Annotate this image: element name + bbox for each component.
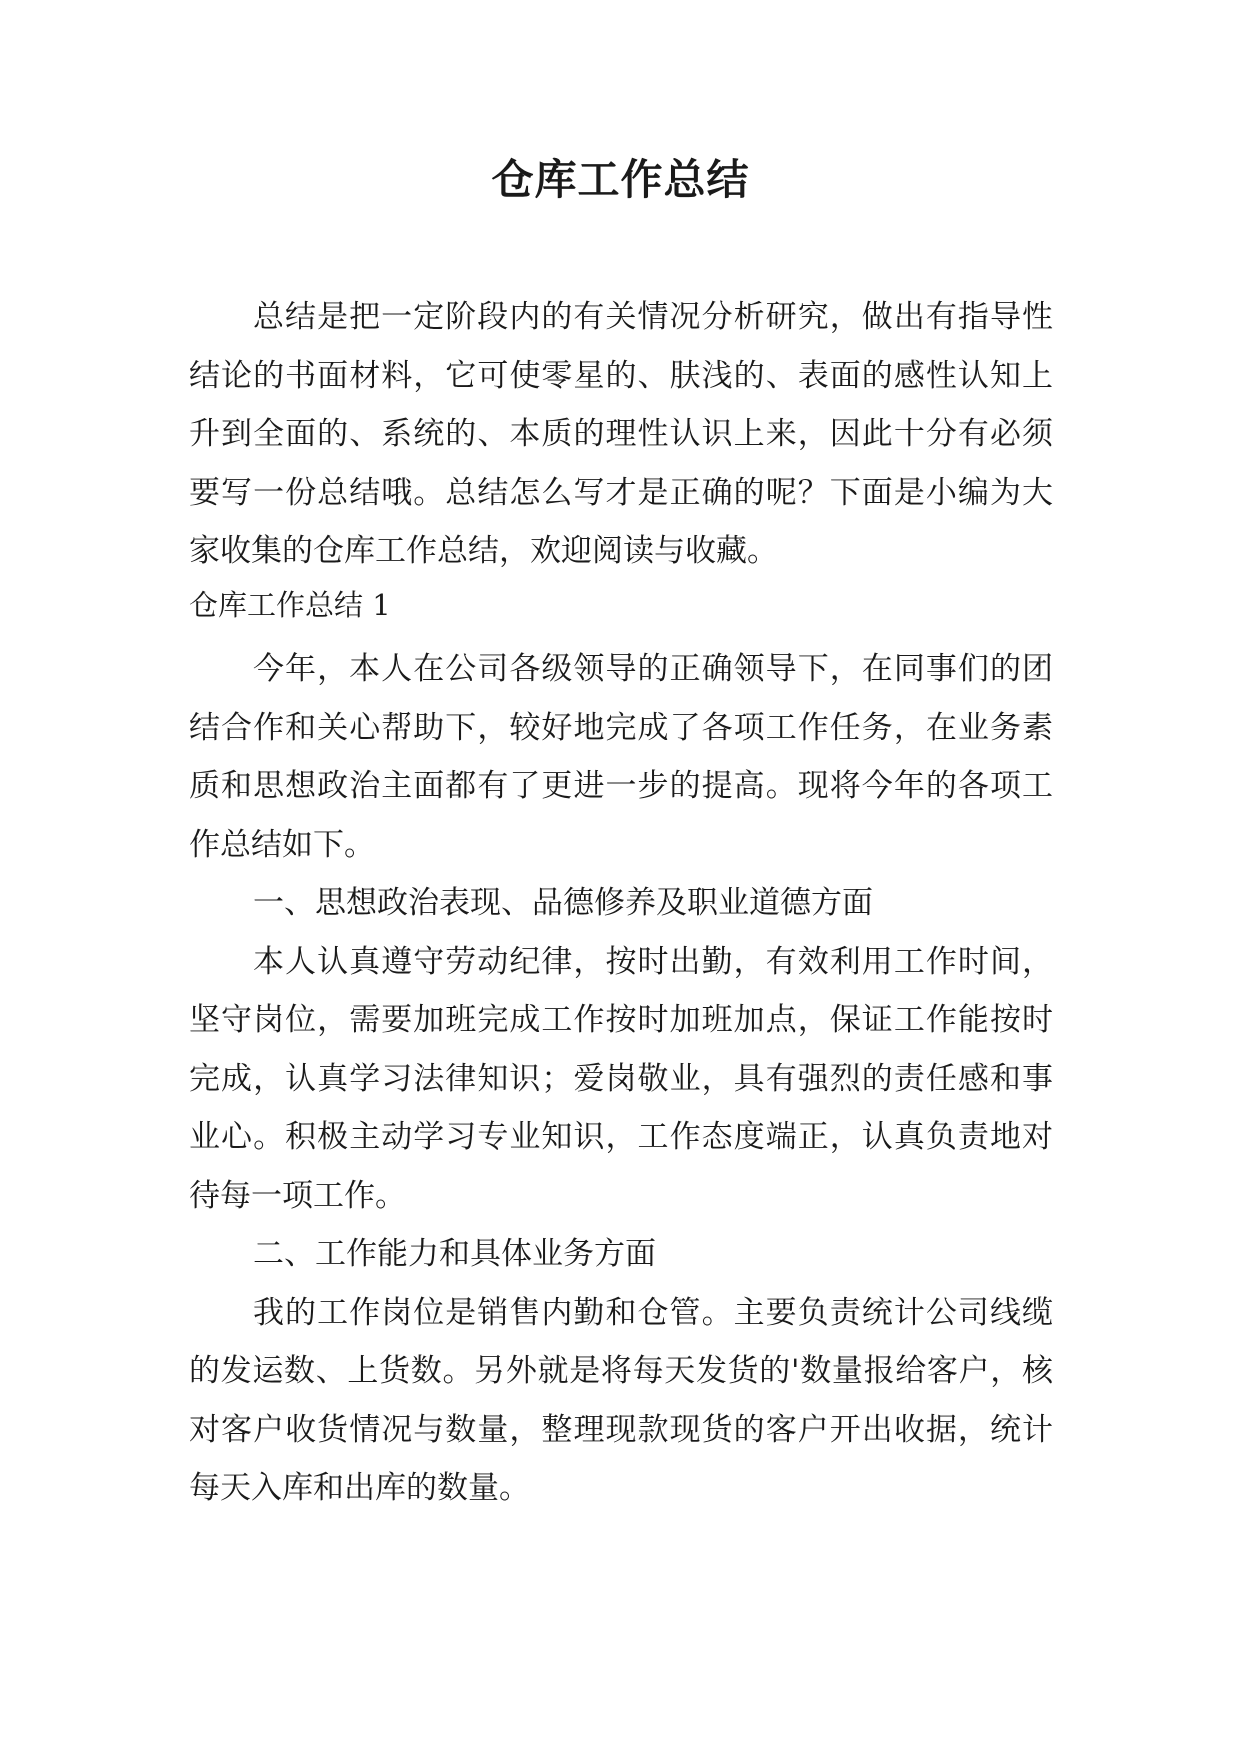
intro-paragraph: 总结是把一定阶段内的有关情况分析研究，做出有指导性结论的书面材料，它可使零星的、肤浅的、表面的感性认知上升到全面的、系统的、本质的理性认识上来，因此十分有必须要写一份总结哦。总结怎么写才是正确的呢？下面是小编为大家收集的仓库工作总结，欢迎阅读与收藏。 [189,299,1053,569]
section-heading-block [189,576,1053,635]
paragraph-1: 今年，本人在公司各级领导的正确领导下，在同事们的团结合作和关心帮助下，较好地完成了各项工作任务，在业务素质和思想政治主面都有了更进一步的提高。现将今年的各项工作总结如下。 [189,651,1053,863]
paragraph-3: 我的工作岗位是销售内勤和仓管。主要负责统计公司线缆的发运数、上货数。另外就是将每天发货的'数量报给客户，核对客户收货情况与数量，整理现款现货的客户开出收据，统计每天入库和出库的数量。 [189,1294,1053,1506]
document-title: 仓库工作总结 [491,155,750,204]
section-content [189,640,1053,1518]
paragraph-2: 本人认真遵守劳动纪律，按时出勤，有效利用工作时间，坚守岗位，需要加班完成工作按时加班加点，保证工作能按时完成，认真学习法律知识；爱岗敬业，具有强烈的责任感和事业心。积极主动学习专业知识，工作态度端正，认真负责地对待每一项工作。 [189,943,1053,1214]
intro-block [189,288,1053,581]
subheading-1: 一、思想政治表现、品德修养及职业道德方面 [253,885,873,921]
section-title: 仓库工作总结 1 [189,588,391,622]
subheading-2: 二、工作能力和具体业务方面 [253,1236,656,1272]
